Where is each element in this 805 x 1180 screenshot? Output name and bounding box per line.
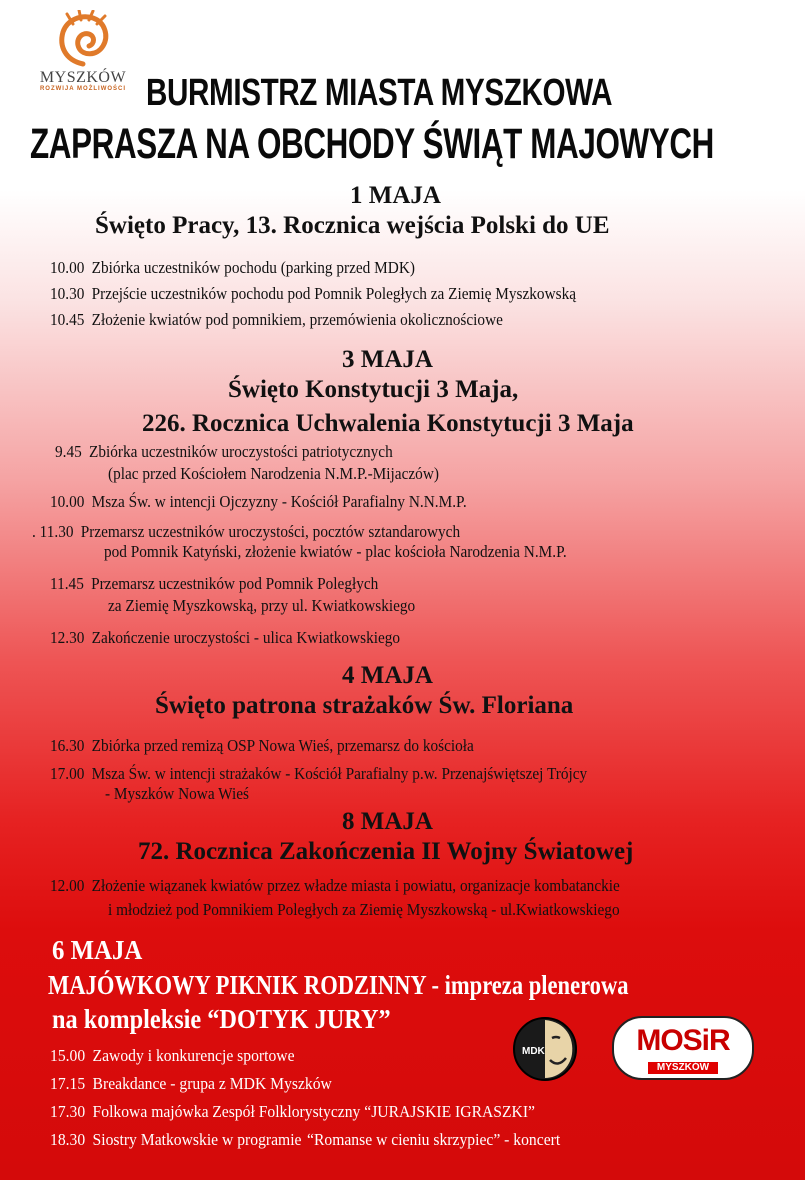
event-text: Przemarsz uczestników pod Pomnik Poległych — [91, 574, 379, 593]
list-item — [50, 876, 620, 896]
list-item — [50, 492, 467, 512]
event-text: Zbiórka uczestników uroczystości patriotycznych — [88, 442, 393, 461]
event-time: . 11.30 — [32, 522, 74, 541]
event-text-cont: pod Pomnik Katyński, złożenie kwiatów - plac kościoła Narodzenia N.M.P. — [104, 542, 567, 561]
event-time: 17.00 — [50, 764, 85, 783]
event-time: 16.30 — [50, 736, 85, 755]
list-item — [50, 310, 503, 330]
event-time: 17.30 — [50, 1102, 86, 1121]
may1-title: Święto Pracy, 13. Rocznica wejścia Polski do UE — [95, 212, 610, 239]
may6-date: 6 MAJA — [52, 935, 143, 965]
list-item — [50, 736, 474, 756]
event-text: Folkowa majówka — [92, 1102, 209, 1121]
mosir-sublabel: MYSZKÓW — [648, 1062, 718, 1074]
list-item — [50, 574, 378, 594]
may1-date: 1 MAJA — [350, 182, 441, 209]
logo-name: MYSZKÓW — [39, 69, 127, 86]
may6-title-1: MAJÓWKOWY PIKNIK RODZINNY - impreza plenerowa — [48, 970, 629, 1000]
list-item — [32, 522, 460, 542]
event-text: Msza Św. w intencji Ojczyzny - Kościół Parafialny N.N.M.P. — [91, 492, 467, 511]
event-time: 18.30 — [50, 1130, 86, 1149]
may3-date: 3 MAJA — [342, 346, 433, 373]
list-item — [55, 442, 393, 462]
list-item — [50, 258, 415, 278]
event-text-cont: (plac przed Kościołem Narodzenia N.M.P.-Mijaczów) — [108, 464, 439, 483]
mdk-logo — [512, 1016, 578, 1082]
myszkow-logo — [28, 10, 138, 92]
event-time: 11.45 — [50, 574, 84, 593]
event-text: Złożenie kwiatów pod pomnikiem, przemówienia okolicznościowe — [91, 310, 503, 329]
may8-date: 8 MAJA — [342, 808, 433, 835]
spiral-shell-icon — [55, 10, 111, 68]
mosir-label: MOSiR — [636, 1024, 730, 1057]
mdk-theatre-mask-icon — [512, 1016, 578, 1082]
list-item — [50, 628, 400, 648]
event-time: 10.00 — [50, 258, 85, 277]
logo-tagline: ROZWIJA MOŻLIWOŚCI — [39, 86, 127, 92]
event-text: Przejście uczestników pochodu pod Pomnik Poległych za Ziemię Myszkowską — [91, 284, 577, 303]
event-text: Msza Św. w intencji strażaków - Kościół Parafialny p.w. Przenajświętszej Trójcy — [91, 764, 588, 783]
event-text: Złożenie wiązanek kwiatów przez władze miasta i powiatu, organizacje kombatanckie — [91, 876, 620, 895]
event-time: 12.00 — [50, 876, 85, 895]
header-line-2: ZAPRASZA NA OBCHODY ŚWIĄT MAJOWYCH — [30, 120, 714, 168]
may3-title-1: Święto Konstytucji 3 Maja, — [228, 376, 519, 403]
event-text: Przemarsz uczestników uroczystości, pocztów sztandarowych — [80, 522, 461, 541]
event-text-cont: za Ziemię Myszkowską, przy ul. Kwiatkowskiego — [108, 596, 416, 615]
mdk-label: MDK — [522, 1046, 545, 1057]
event-text: Zbiórka przed remizą OSP Nowa Wieś, przemarsz do kościoła — [91, 736, 474, 755]
event-text: Zbiórka uczestników pochodu (parking przed MDK) — [91, 258, 415, 277]
event-extra: “Romanse w cieniu skrzypiec” - koncert — [307, 1130, 561, 1149]
header-line-1: BURMISTRZ MIASTA MYSZKOWA — [146, 72, 613, 114]
event-time: 9.45 — [55, 442, 82, 461]
list-item — [50, 1130, 560, 1150]
list-item — [50, 1074, 332, 1094]
event-text-cont: i młodzież pod Pomnikiem Poległych za Ziemię Myszkowską - ul.Kwiatkowskiego — [108, 900, 620, 919]
list-item — [50, 1102, 535, 1122]
may3-title-2: 226. Rocznica Uchwalenia Konstytucji 3 Maja — [142, 410, 634, 437]
list-item — [50, 1046, 295, 1066]
event-time: 10.45 — [50, 310, 85, 329]
may4-title: Święto patrona strażaków Św. Floriana — [155, 692, 574, 719]
event-text: Zakończenie uroczystości - ulica Kwiatkowskiego — [91, 628, 401, 647]
may4-date: 4 MAJA — [342, 662, 433, 689]
event-time: 12.30 — [50, 628, 85, 647]
list-item — [50, 764, 587, 784]
mosir-badge — [612, 1016, 754, 1080]
list-item — [50, 284, 576, 304]
event-time: 15.00 — [50, 1046, 86, 1065]
event-time: 10.00 — [50, 492, 85, 511]
mosir-logo — [612, 1016, 754, 1080]
event-time: 17.15 — [50, 1074, 86, 1093]
event-text: Zawody i konkurencje sportowe — [92, 1046, 295, 1065]
event-extra: Zespół Folklorystyczny “JURAJSKIE IGRASZKI” — [212, 1102, 535, 1121]
may6-title-2: na kompleksie “DOTYK JURY” — [52, 1004, 391, 1034]
event-time: 10.30 — [50, 284, 85, 303]
event-text: Breakdance - grupa z MDK Myszków — [92, 1074, 332, 1093]
event-text-cont: - Myszków Nowa Wieś — [105, 784, 250, 803]
may8-title: 72. Rocznica Zakończenia II Wojny Światowej — [138, 838, 634, 865]
event-text: Siostry Matkowskie w programie — [92, 1130, 302, 1149]
